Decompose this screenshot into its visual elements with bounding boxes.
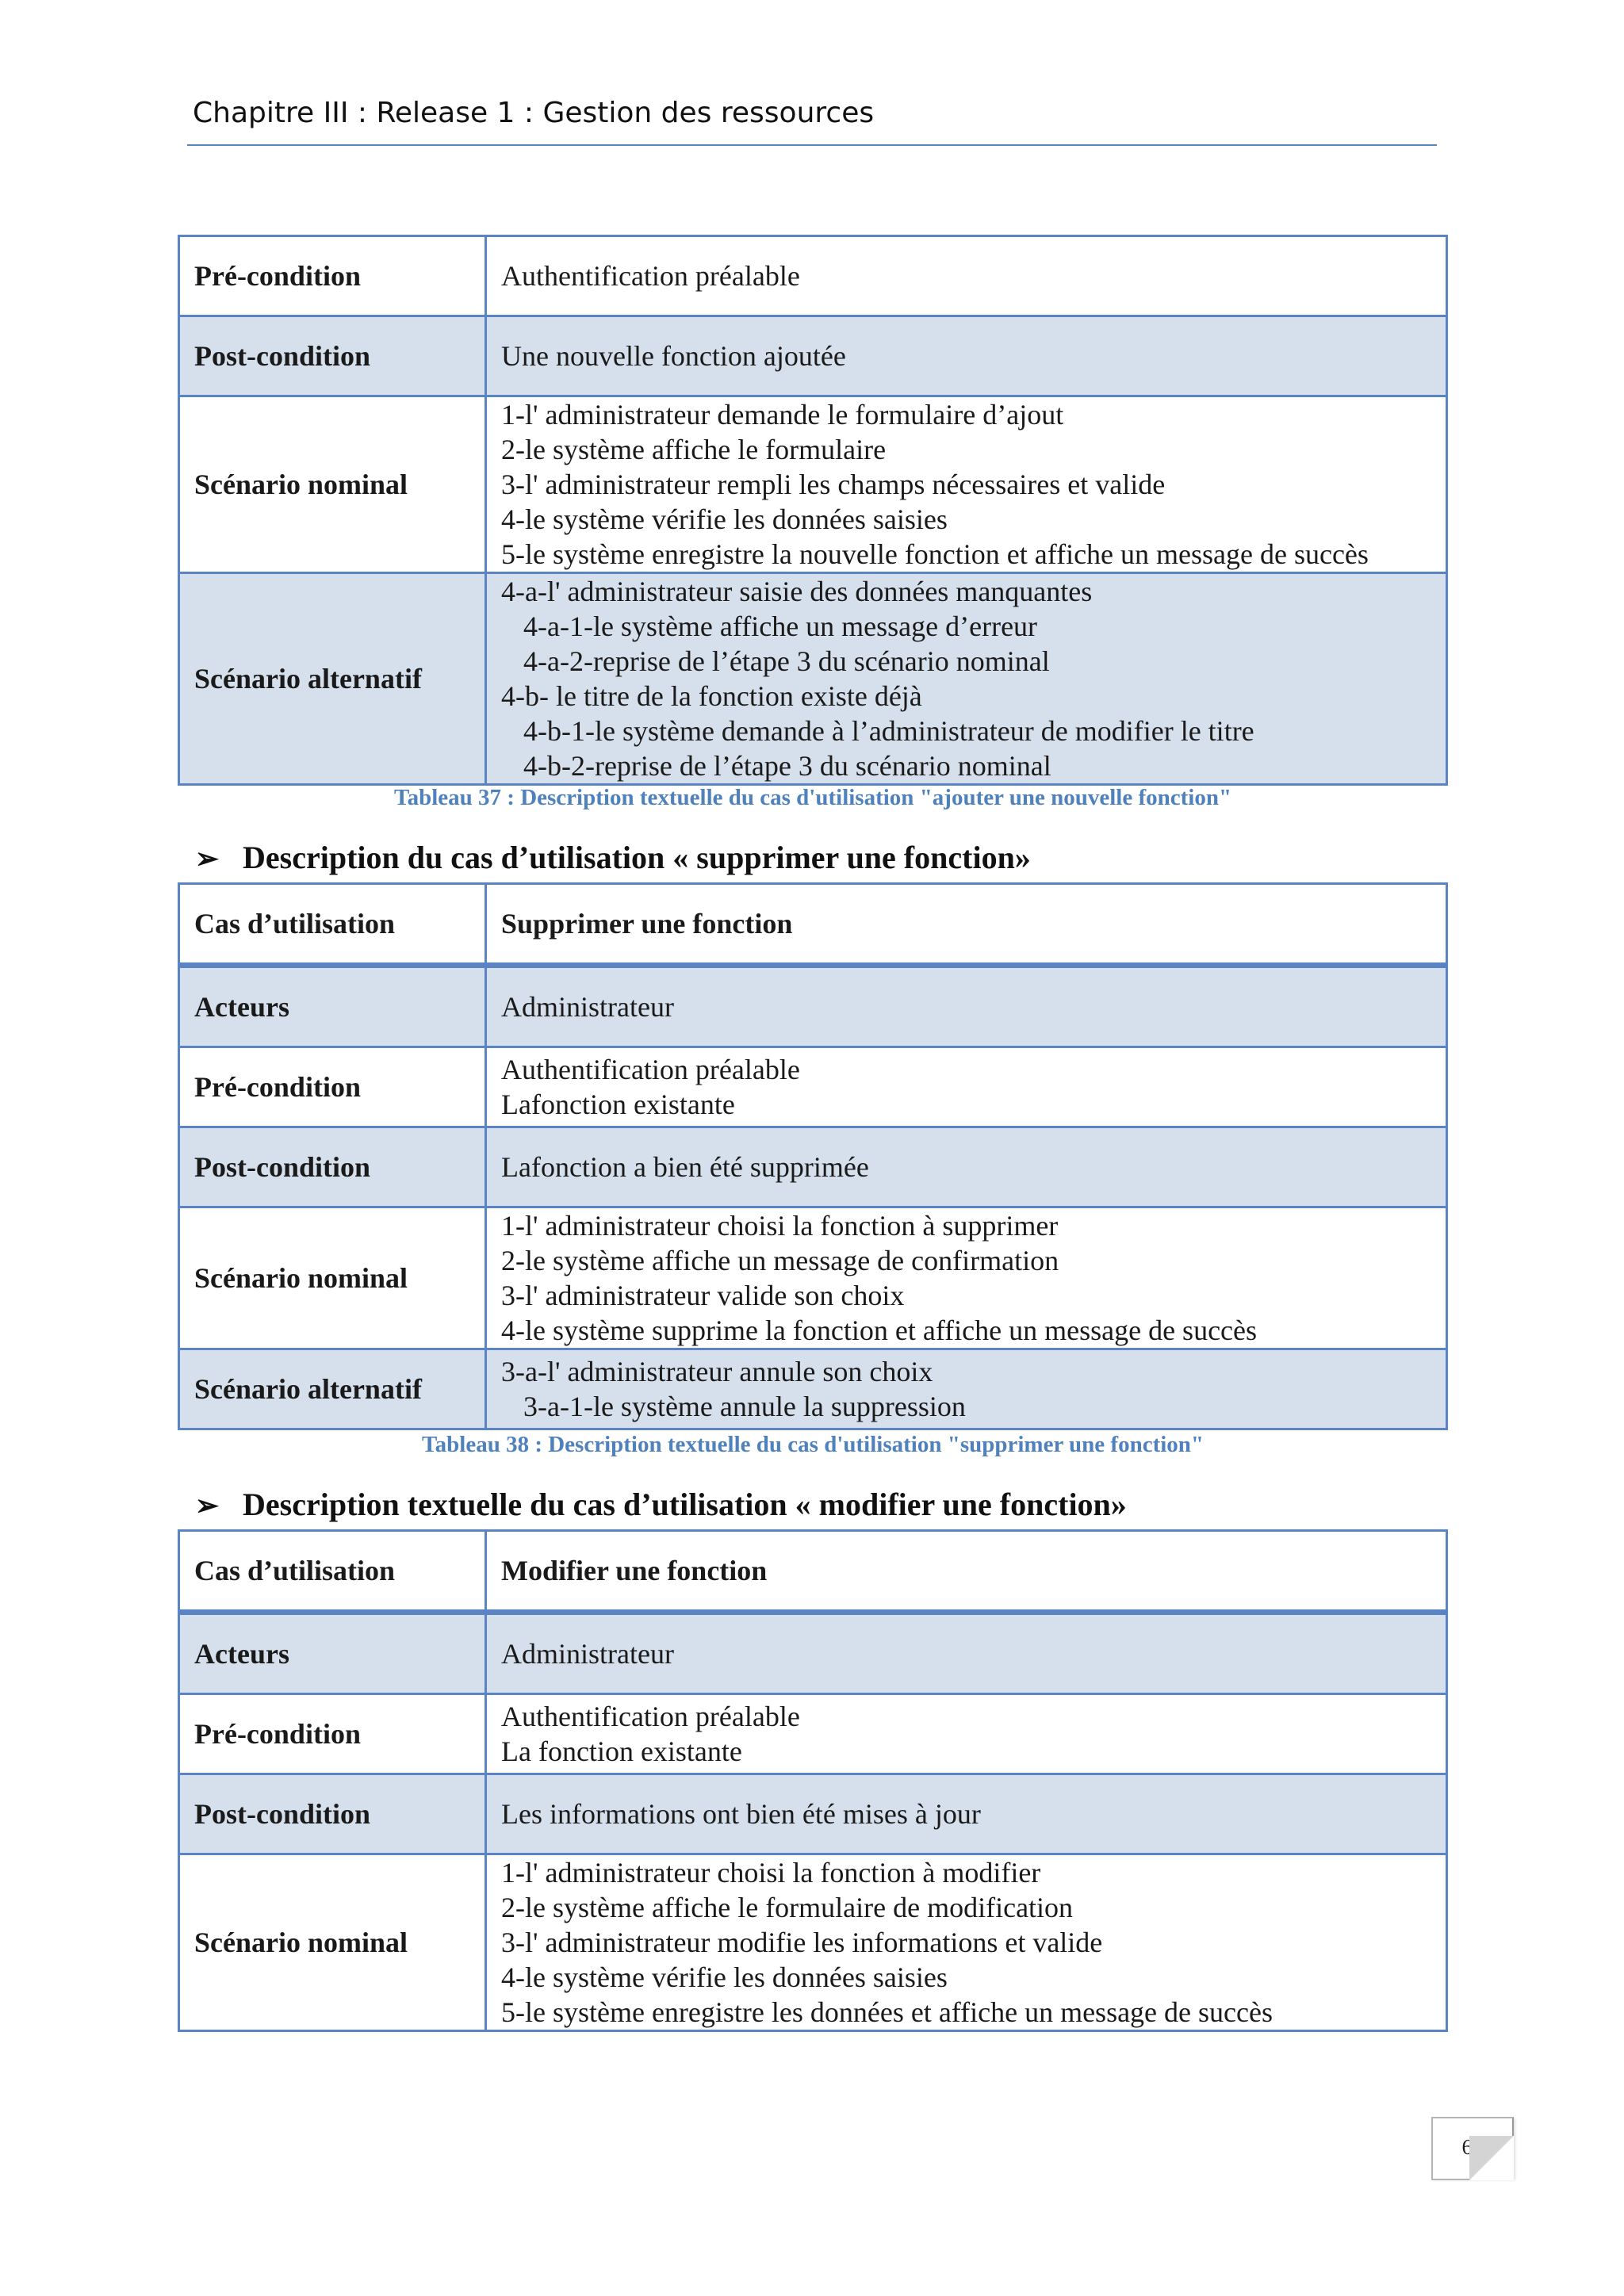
- row-label: Acteurs: [179, 966, 486, 1047]
- table-row: [179, 573, 1447, 785]
- row-line: Authentification préalable: [501, 260, 800, 292]
- row-value: [486, 236, 1447, 316]
- section-title: [195, 1486, 1127, 1523]
- arrow-bullet-icon: ➢: [195, 1490, 220, 1521]
- table-modifier-fonction: [178, 1529, 1448, 2032]
- row-line: Une nouvelle fonction ajoutée: [501, 340, 846, 372]
- table-caption: Tableau 37 : Description textuelle du cas d'utilisation "ajouter une nouvelle fonction": [393, 785, 1232, 810]
- row-line: 4-le système vérifie les données saisies: [501, 503, 948, 535]
- row-value: [486, 573, 1447, 785]
- row-line: La fonction existante: [501, 1735, 742, 1767]
- row-value: [486, 396, 1447, 573]
- row-line: Lafonction a bien été supprimée: [501, 1151, 869, 1183]
- row-line: 1-l' administrateur demande le formulaire d’ajout: [501, 399, 1064, 430]
- row-label: Scénario nominal: [179, 1207, 486, 1349]
- row-value: [486, 1047, 1447, 1127]
- page-number-box: [1431, 2117, 1514, 2179]
- row-label: Post-condition: [179, 1127, 486, 1207]
- section-title: [195, 839, 1031, 876]
- row-line: 4-b-1-le système demande à l’administrateur de modifier le titre: [523, 715, 1254, 747]
- row-line: 4-a-l' administrateur saisie des données manquantes: [501, 576, 1093, 607]
- table-row: [179, 966, 1447, 1047]
- row-label: Pré-condition: [179, 1694, 486, 1774]
- row-value: [486, 1349, 1447, 1429]
- table-row: [179, 1854, 1447, 2031]
- row-line: 3-l' administrateur rempli les champs nécessaires et valide: [501, 469, 1166, 500]
- row-line: 2-le système affiche un message de confirmation: [501, 1245, 1059, 1276]
- row-line: Authentification préalable: [501, 1701, 800, 1732]
- row-label: Cas d’utilisation: [179, 1531, 486, 1613]
- table-row: [179, 1694, 1447, 1774]
- row-line: 3-l' administrateur modifie les informations et valide: [501, 1927, 1103, 1958]
- row-label: Acteurs: [179, 1613, 486, 1694]
- row-line: Les informations ont bien été mises à jour: [501, 1798, 981, 1830]
- row-value: [486, 1127, 1447, 1207]
- row-line: 3-a-1-le système annule la suppression: [523, 1391, 966, 1422]
- row-label: Scénario nominal: [179, 396, 486, 573]
- row-line: 4-a-1-le système affiche un message d’erreur: [523, 610, 1038, 642]
- row-label: Pré-condition: [179, 236, 486, 316]
- header-rule: [187, 144, 1437, 146]
- row-label: Pré-condition: [179, 1047, 486, 1127]
- row-line: Authentification préalable: [501, 1054, 800, 1085]
- page-number-box-edge: [1431, 2179, 1469, 2180]
- row-line: 1-l' administrateur choisi la fonction à supprimer: [501, 1210, 1059, 1242]
- row-value: [486, 1207, 1447, 1349]
- row-label: Post-condition: [179, 316, 486, 396]
- row-line: 5-le système enregistre la nouvelle fonction et affiche un message de succès: [501, 538, 1369, 570]
- row-label: Scénario nominal: [179, 1854, 486, 2031]
- table-row: [179, 1207, 1447, 1349]
- row-label: Post-condition: [179, 1774, 486, 1854]
- table-row: [179, 236, 1447, 316]
- row-label: Scénario alternatif: [179, 573, 486, 785]
- row-line: 2-le système affiche le formulaire de modification: [501, 1892, 1074, 1923]
- row-label: Cas d’utilisation: [179, 884, 486, 966]
- table-ajouter-fonction: [178, 235, 1448, 786]
- table-row: [179, 1047, 1447, 1127]
- table-row: [179, 396, 1447, 573]
- row-line: 3-l' administrateur valide son choix: [501, 1280, 905, 1311]
- row-line: 4-a-2-reprise de l’étape 3 du scénario nominal: [523, 645, 1050, 677]
- row-line: 2-le système affiche le formulaire: [501, 434, 887, 465]
- row-line: 4-b- le titre de la fonction existe déjà: [501, 680, 922, 712]
- row-line: 4-le système supprime la fonction et affiche un message de succès: [501, 1314, 1258, 1346]
- section-title-text: Description textuelle du cas d’utilisation « modifier une fonction»: [243, 1487, 1127, 1522]
- table-row: [179, 1349, 1447, 1429]
- page-number: 60: [1461, 2135, 1484, 2159]
- table-row: [179, 1613, 1447, 1694]
- row-line: Administrateur: [501, 1638, 674, 1670]
- row-value: [486, 1694, 1447, 1774]
- row-value: [486, 1774, 1447, 1854]
- table-row: [179, 1531, 1447, 1613]
- table-caption: Tableau 38 : Description textuelle du cas d'utilisation "supprimer une fonction": [421, 1432, 1205, 1457]
- row-value: [486, 316, 1447, 396]
- row-line: Administrateur: [501, 991, 674, 1023]
- row-line: 3-a-l' administrateur annule son choix: [501, 1356, 933, 1387]
- row-value: [486, 1613, 1447, 1694]
- table-row: [179, 884, 1447, 966]
- row-line: Modifier une fonction: [501, 1555, 768, 1586]
- table-row: [179, 1127, 1447, 1207]
- page-curl-icon: [1469, 2136, 1514, 2180]
- section-title-text: Description du cas d’utilisation « supprimer une fonction»: [243, 840, 1031, 875]
- arrow-bullet-icon: ➢: [195, 843, 220, 874]
- row-value: [486, 1531, 1447, 1613]
- row-value: [486, 884, 1447, 966]
- row-value: [486, 966, 1447, 1047]
- page-header: Chapitre III : Release 1 : Gestion des ressources: [193, 97, 875, 129]
- row-line: 1-l' administrateur choisi la fonction à modifier: [501, 1857, 1041, 1888]
- row-line: 5-le système enregistre les données et affiche un message de succès: [501, 1996, 1273, 2028]
- table-row: [179, 1774, 1447, 1854]
- row-line: Supprimer une fonction: [501, 908, 793, 939]
- table-row: [179, 316, 1447, 396]
- row-label: Scénario alternatif: [179, 1349, 486, 1429]
- row-line: 4-le système vérifie les données saisies: [501, 1961, 948, 1993]
- row-line: Lafonction existante: [501, 1089, 735, 1120]
- row-line: 4-b-2-reprise de l’étape 3 du scénario nominal: [523, 750, 1051, 782]
- table-supprimer-fonction: [178, 882, 1448, 1430]
- row-value: [486, 1854, 1447, 2031]
